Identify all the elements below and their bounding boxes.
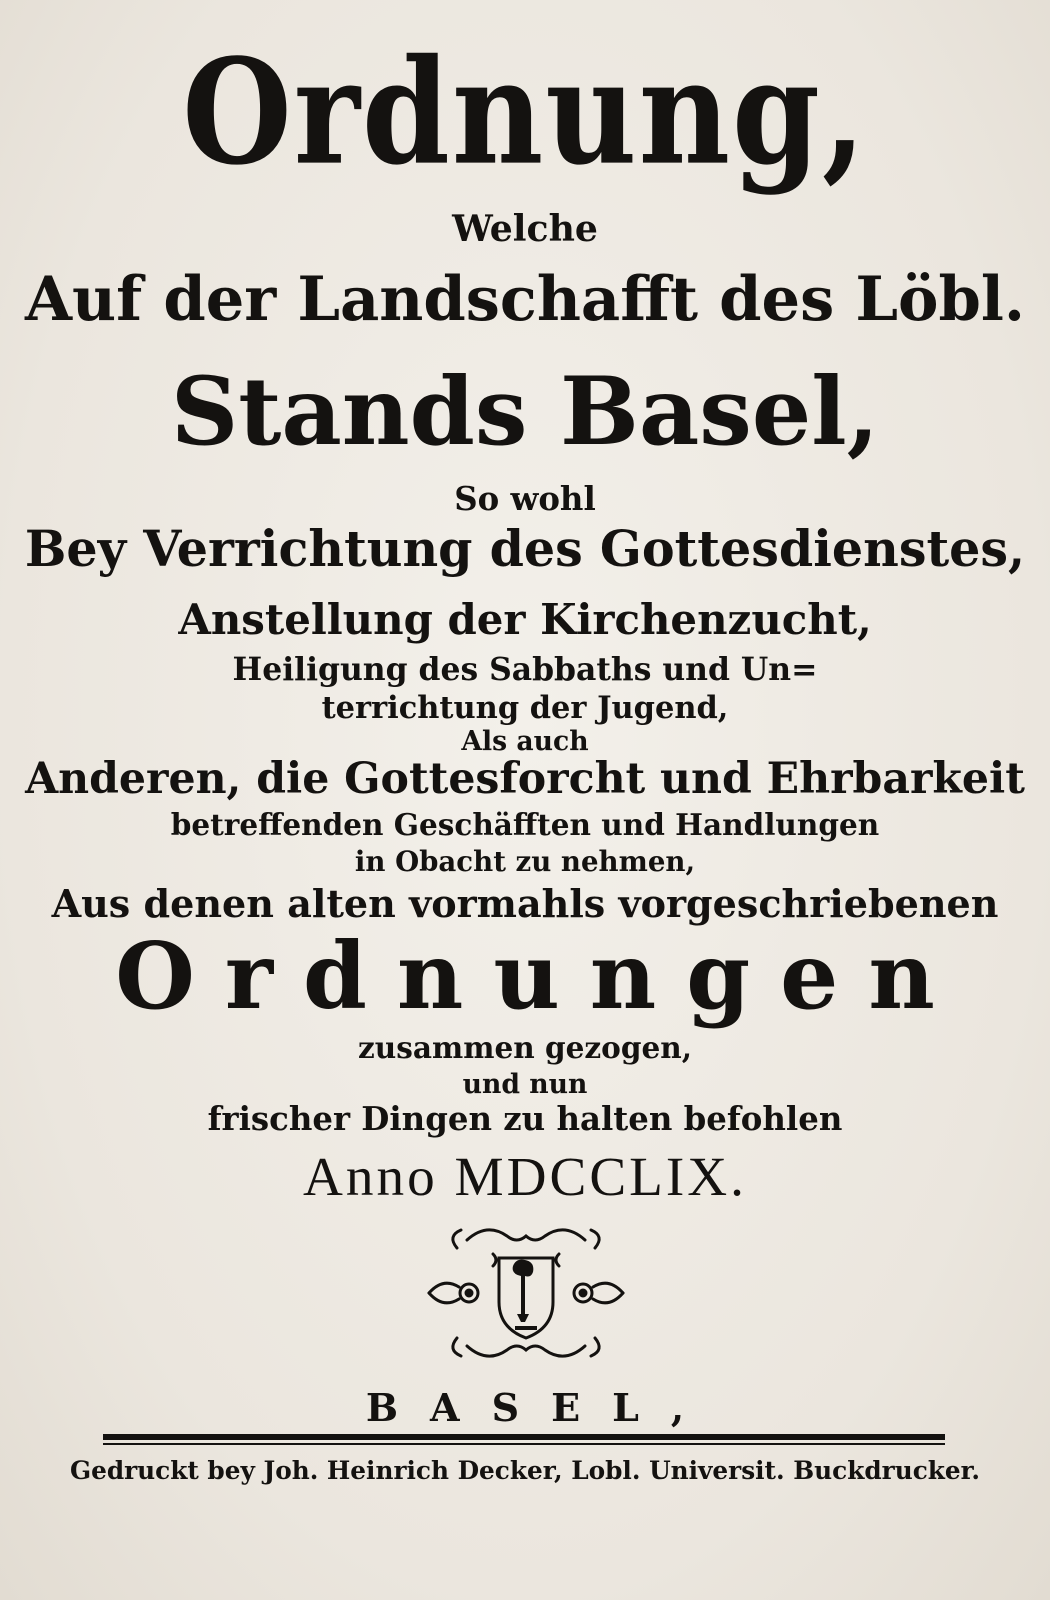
line-welche: Welche [452, 207, 598, 250]
line-zusammen: zusammen gezogen, [358, 1030, 692, 1065]
divider-thick [103, 1434, 945, 1440]
line-stands-basel: Stands Basel, [170, 357, 880, 467]
line-frischer: frischer Dingen zu halten befohlen [207, 1100, 843, 1138]
divider-thin [103, 1443, 945, 1445]
printer-imprint: Gedruckt bey Joh. Heinrich Decker, Lobl. Universit. Buckdrucker. [69, 1456, 981, 1485]
line-so-wohl: So wohl [454, 480, 596, 518]
line-bey-verrichtung: Bey Verrichtung des Gottesdienstes, [24, 520, 1026, 578]
second-title: Ordnungen [115, 922, 965, 1030]
line-obacht: in Obacht zu nehmen, [354, 845, 696, 878]
line-heiligung: Heiligung des Sabbaths und Un= [232, 651, 818, 688]
main-title: Ordnung, [182, 26, 868, 198]
line-terrichtung: terrichtung der Jugend, [321, 690, 729, 726]
basel-crozier-vignette-icon [417, 1218, 635, 1368]
line-aus-denen: Aus denen alten vormahls vorgeschriebenen [51, 881, 999, 926]
line-und-nun: und nun [462, 1069, 588, 1100]
place-basel: BASEL, [365, 1385, 717, 1430]
line-anderen: Anderen, die Gottesforcht und Ehrbarkeit [25, 754, 1025, 804]
line-betreffenden: betreffenden Geschäfften und Handlungen [170, 807, 880, 842]
line-anstellung: Anstellung der Kirchenzucht, [178, 595, 872, 644]
line-auf-der-landschafft: Auf der Landschafft des Löbl. [24, 264, 1025, 335]
line-anno: Anno MDCCLIX. [303, 1146, 747, 1207]
line-als-auch: Als auch [461, 726, 589, 757]
